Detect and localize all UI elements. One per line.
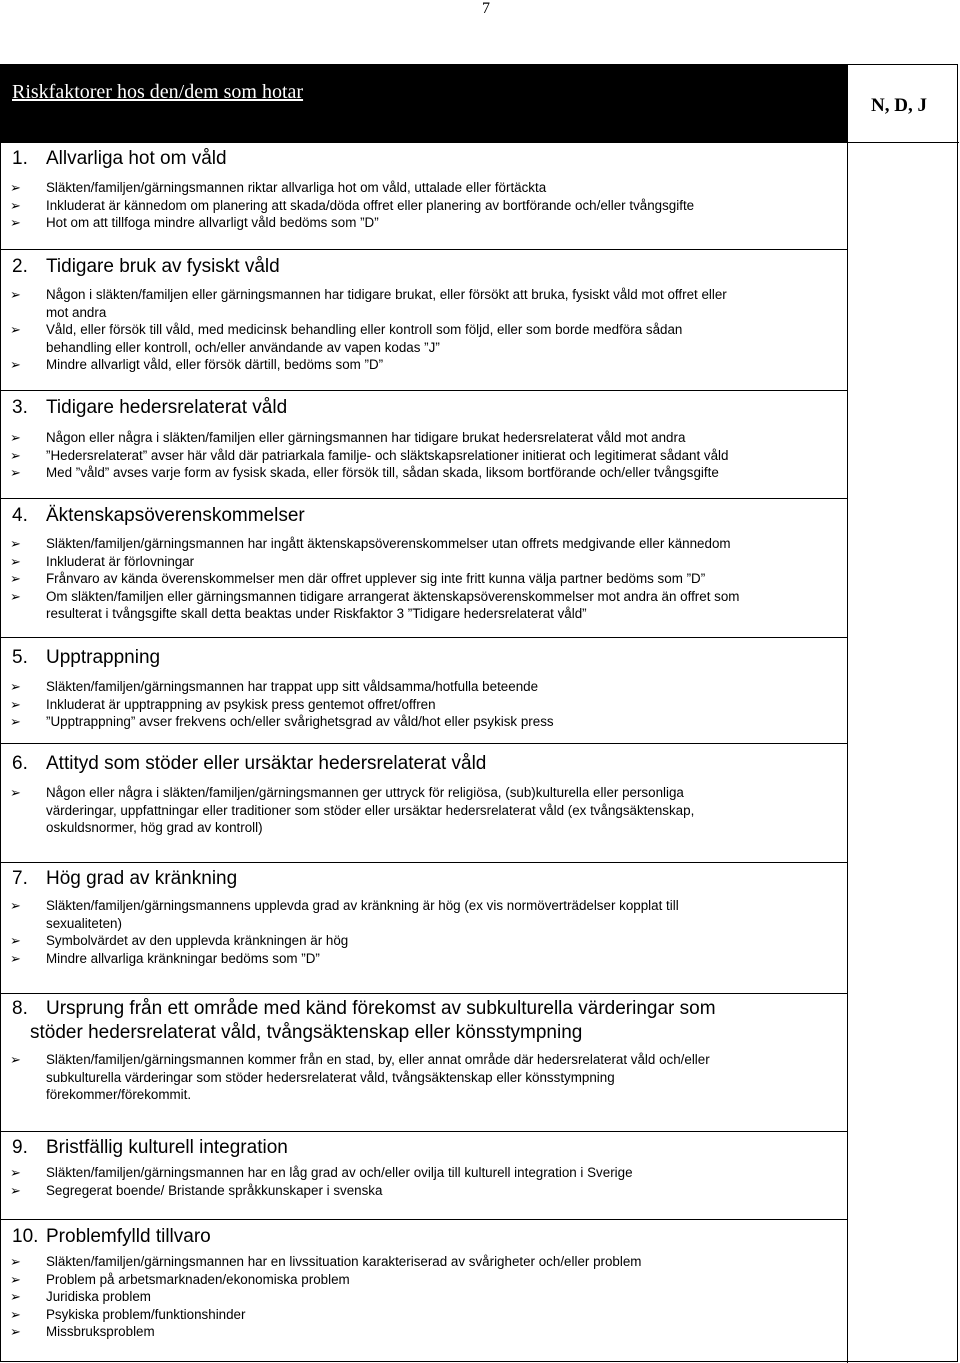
answer-options-header: N, D, J <box>871 95 927 116</box>
criteria-text: Våld, eller försök till våld, med medicinsk behandling eller kontroll som följd, eller som borde medföra sådan <box>46 322 683 337</box>
criteria-text: Om släkten/familjen eller gärningsmannen tidigare arrangerat äktenskapsöverenskommelser mot andra än offret som <box>46 588 740 604</box>
criteria-item <box>1 1271 847 1289</box>
criteria-list <box>1 179 847 232</box>
arrow-bullet-icon: ➢ <box>10 785 21 800</box>
section-title <box>12 1225 211 1249</box>
section-title-line2: stöder hedersrelaterat våld, tvångsäktenskap eller könsstympning <box>30 1022 583 1043</box>
arrow-bullet-icon: ➢ <box>10 215 21 230</box>
section-divider <box>1 862 847 863</box>
section-title-text: Tidigare hedersrelaterat våld <box>46 397 288 418</box>
section-title-text: Hög grad av kränkning <box>46 868 238 889</box>
arrow-bullet-icon: ➢ <box>10 679 21 694</box>
criteria-text: Släkten/familjen/gärningsmannen har trappat upp sitt våldsamma/hotfulla beteende <box>46 679 539 694</box>
criteria-item <box>1 696 847 714</box>
section-title <box>12 997 716 1045</box>
criteria-item <box>1 1164 847 1182</box>
criteria-text: Släkten/familjen/gärningsmannen har ingått äktenskapsöverenskommelser utan offrets medgivande eller kännedom <box>46 536 731 551</box>
criteria-text: Segregerat boende/ Bristande språkkunskaper i svenska <box>46 1182 383 1198</box>
section-divider <box>1 390 847 391</box>
criteria-item <box>1 286 847 321</box>
section-number: 4. <box>12 505 28 526</box>
section-number: 6. <box>12 753 28 774</box>
criteria-text: Frånvaro av kända överenskommelser men där offret upplever sig inte fritt kunna välja partner bedöms som ”D” <box>46 571 706 586</box>
section-title <box>12 255 280 279</box>
criteria-list <box>1 286 847 374</box>
criteria-item <box>1 588 847 623</box>
column-divider <box>847 65 848 1363</box>
criteria-text: Missbruksproblem <box>46 1324 155 1339</box>
arrow-bullet-icon: ➢ <box>10 1165 21 1180</box>
criteria-text: Någon eller några i släkten/familjen/gärningsmannen ger uttryck för religiösa, (sub)kulturella eller personliga <box>46 785 684 800</box>
criteria-list <box>1 429 847 482</box>
criteria-text: resulterat i tvångsgifte skall detta beaktas under Riskfaktor 3 ”Tidigare hedersrelaterat våld” <box>46 606 587 621</box>
section-title <box>12 752 486 776</box>
section-title-text: Upptrappning <box>46 647 161 668</box>
criteria-text: Släkten/familjen/gärningsmannen riktar allvarliga hot om våld, uttalade eller förtäckta <box>46 180 547 195</box>
criteria-item <box>1 1253 847 1271</box>
criteria-text: Släkten/familjen/gärningsmannens upplevda grad av kränkning är hög (ex vis normöverträdelser kopplat till <box>46 898 679 913</box>
criteria-text: Släkten/familjen/gärningsmannen har en låg grad av och/eller ovilja till kulturell integration i Sverige <box>46 1165 633 1180</box>
section-divider <box>1 743 847 744</box>
criteria-item <box>1 570 847 588</box>
section-title-text: Allvarliga hot om våld <box>46 148 227 169</box>
section-number: 5. <box>12 647 28 668</box>
section-title-text: Äktenskapsöverenskommelser <box>46 505 305 526</box>
criteria-item <box>1 713 847 731</box>
arrow-bullet-icon: ➢ <box>10 536 21 551</box>
criteria-text: Symbolvärdet av den upplevda kränkningen är hög <box>46 933 349 948</box>
criteria-item <box>1 678 847 696</box>
criteria-text: Släkten/familjen/gärningsmannen har en livssituation karakteriserad av svårigheter och/eller problem <box>46 1254 642 1269</box>
section-title-text: Problemfylld tillvaro <box>46 1226 211 1247</box>
criteria-item <box>1 356 847 374</box>
criteria-list <box>1 1253 847 1341</box>
criteria-text: ”Upptrappning” avser frekvens och/eller svårighetsgrad av våld/hot eller psykisk press <box>46 714 554 729</box>
criteria-text: Hot om att tillfoga mindre allvarligt våld bedöms som ”D” <box>46 215 379 230</box>
arrow-bullet-icon: ➢ <box>10 696 21 712</box>
section-number: 1. <box>12 148 28 169</box>
form-header <box>1 65 847 142</box>
criteria-item <box>1 950 847 968</box>
risk-factor-form <box>0 64 958 1362</box>
arrow-bullet-icon: ➢ <box>10 322 21 337</box>
arrow-bullet-icon: ➢ <box>10 447 21 463</box>
criteria-text: oskuldsnormer, hög grad av kontroll) <box>46 820 263 835</box>
section-number: 9. <box>12 1137 28 1158</box>
arrow-bullet-icon: ➢ <box>10 588 21 604</box>
arrow-bullet-icon: ➢ <box>10 571 21 586</box>
section-title-text: Ursprung från ett område med känd förekomst av subkulturella värderingar som <box>46 998 716 1019</box>
section-divider <box>1 993 847 994</box>
criteria-list <box>1 535 847 623</box>
criteria-list <box>1 678 847 731</box>
row-divider <box>1 142 959 143</box>
section-number: 2. <box>12 256 28 277</box>
criteria-text: ”Hedersrelaterat” avser här våld där patriarkala familje- och släktskapsrelationer initierat och legitimerat sådant våld <box>46 447 729 463</box>
arrow-bullet-icon: ➢ <box>10 197 21 213</box>
section-title-text: Tidigare bruk av fysiskt våld <box>46 256 280 277</box>
criteria-text: Med ”våld” avses varje form av fysisk skada, eller försök till, sådan skada, liksom bortförande och/eller tvångsgifte <box>46 465 719 480</box>
criteria-text: sexualiteten) <box>46 915 122 931</box>
criteria-text: Psykiska problem/funktionshinder <box>46 1306 246 1322</box>
section-divider <box>1 1131 847 1132</box>
criteria-item <box>1 1323 847 1341</box>
arrow-bullet-icon: ➢ <box>10 553 21 569</box>
criteria-text: Inkluderat är förlovningar <box>46 553 195 569</box>
arrow-bullet-icon: ➢ <box>10 714 21 729</box>
arrow-bullet-icon: ➢ <box>10 357 21 372</box>
criteria-text: Inkluderat är kännedom om planering att skada/döda offret eller planering av bortförande och/eller tvångsgifte <box>46 197 695 213</box>
arrow-bullet-icon: ➢ <box>10 1306 21 1322</box>
criteria-item <box>1 464 847 482</box>
criteria-item <box>1 784 847 837</box>
criteria-item <box>1 429 847 447</box>
page-number: 7 <box>482 0 490 17</box>
arrow-bullet-icon: ➢ <box>10 1052 21 1067</box>
arrow-bullet-icon: ➢ <box>10 1324 21 1339</box>
criteria-item <box>1 1182 847 1200</box>
arrow-bullet-icon: ➢ <box>10 1289 21 1304</box>
section-number: 10. <box>12 1226 39 1247</box>
arrow-bullet-icon: ➢ <box>10 1182 21 1198</box>
criteria-list <box>1 897 847 967</box>
section-divider <box>1 1219 847 1220</box>
arrow-bullet-icon: ➢ <box>10 950 21 966</box>
criteria-item <box>1 1288 847 1306</box>
criteria-text: Mindre allvarligt våld, eller försök därtill, bedöms som ”D” <box>46 357 384 372</box>
criteria-item <box>1 553 847 571</box>
criteria-text: Släkten/familjen/gärningsmannen kommer från en stad, by, eller annat område där hedersrelaterat våld och/eller <box>46 1052 710 1067</box>
section-title <box>12 646 160 670</box>
criteria-text: Juridiska problem <box>46 1289 151 1304</box>
criteria-list <box>1 1051 847 1104</box>
criteria-list <box>1 784 847 837</box>
section-title <box>12 1136 288 1160</box>
section-title <box>12 504 305 528</box>
criteria-list <box>1 1164 847 1199</box>
section-divider <box>1 249 847 250</box>
criteria-item <box>1 321 847 356</box>
criteria-text: Någon eller några i släkten/familjen eller gärningsmannen har tidigare brukat hedersrelaterat våld mot andra <box>46 430 686 445</box>
criteria-item <box>1 1306 847 1324</box>
section-number: 8. <box>12 998 28 1019</box>
criteria-text: Någon i släkten/familjen eller gärningsmannen har tidigare brukat, eller försökt att bruka, fysiskt våld mot offret eller <box>46 287 727 302</box>
arrow-bullet-icon: ➢ <box>10 898 21 913</box>
criteria-text: Mindre allvarliga kränkningar bedöms som ”D” <box>46 950 320 966</box>
criteria-item <box>1 932 847 950</box>
section-number: 3. <box>12 397 28 418</box>
section-divider <box>1 498 847 499</box>
section-title-text: Bristfällig kulturell integration <box>46 1137 288 1158</box>
arrow-bullet-icon: ➢ <box>10 465 21 480</box>
section-title-text: Attityd som stöder eller ursäktar hedersrelaterat våld <box>46 753 487 774</box>
criteria-item <box>1 214 847 232</box>
section-number: 7. <box>12 868 28 889</box>
criteria-item <box>1 1051 847 1104</box>
section-divider <box>1 637 847 638</box>
criteria-item <box>1 197 847 215</box>
criteria-text: Problem på arbetsmarknaden/ekonomiska problem <box>46 1271 350 1287</box>
section-title <box>12 867 237 891</box>
section-title <box>12 147 227 171</box>
arrow-bullet-icon: ➢ <box>10 287 21 302</box>
header-title: Riskfaktorer hos den/dem som hotar <box>12 81 304 103</box>
criteria-text: värderingar, uppfattningar eller traditioner som stöder eller ursäktar hedersrelaterat våld (ex tvångsäktenskap, <box>46 802 695 818</box>
criteria-text: förekommer/förekommit. <box>46 1087 192 1102</box>
arrow-bullet-icon: ➢ <box>10 1271 21 1287</box>
criteria-item <box>1 535 847 553</box>
criteria-text: Inkluderat är upptrappning av psykisk press gentemot offret/offren <box>46 696 436 712</box>
arrow-bullet-icon: ➢ <box>10 180 21 195</box>
arrow-bullet-icon: ➢ <box>10 430 21 445</box>
criteria-text: mot andra <box>46 304 107 320</box>
arrow-bullet-icon: ➢ <box>10 1254 21 1269</box>
criteria-item <box>1 897 847 932</box>
arrow-bullet-icon: ➢ <box>10 933 21 948</box>
criteria-text: behandling eller kontroll, och/eller användande av vapen kodas ”J” <box>46 339 440 355</box>
criteria-item <box>1 179 847 197</box>
section-title <box>12 396 287 420</box>
criteria-text: subkulturella värderingar som stöder hedersrelaterat våld, tvångsäktenskap eller könsstympning <box>46 1069 615 1085</box>
criteria-item <box>1 447 847 465</box>
